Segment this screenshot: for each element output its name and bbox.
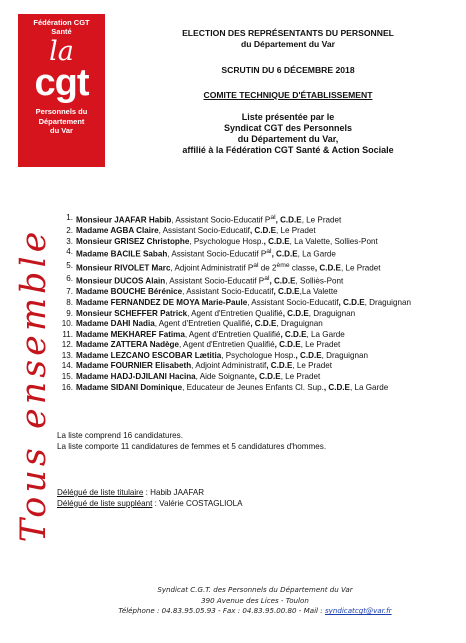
candidate-role: , Psychologue Hosp. <box>221 350 296 360</box>
candidate-service: , C.D.E <box>273 287 300 297</box>
delegate-titulaire: Délégué de liste titulaire : Habib JAAFAR <box>57 488 205 497</box>
candidate-item <box>50 247 450 260</box>
candidate-location: , Draguignan <box>364 297 411 307</box>
candidate-location: ,La Valette <box>299 287 338 297</box>
candidate-name: Monsieur RIVOLET Marc <box>76 263 171 273</box>
candidate-location: , Le Pradet <box>301 215 342 225</box>
scrutin-date: SCRUTIN DU 6 DÉCEMBRE 2018 <box>221 65 355 75</box>
footer: Syndicat C.G.T. des Personnels du Département du Var 390 Avenue des Lices - Toulon Téléphone : 04.83.95.05.93 - Fax : 04.83.95.00.80 - Mail : syndicatcgt@var.fr <box>118 585 392 615</box>
role-detail: de 2 <box>258 263 277 273</box>
candidate-location: , Le Pradet <box>280 372 321 382</box>
candidate-name: Monsieur GRISEZ Christophe <box>76 236 190 246</box>
candidate-item <box>50 298 450 309</box>
candidate-location: , Le Pradet <box>276 226 316 236</box>
candidate-service: , C.D.E <box>274 340 301 350</box>
candidate-number: 2. <box>66 226 73 236</box>
candidate-name: Madame FERNANDEZ DE MOYA Marie-Paule <box>76 297 248 307</box>
candidate-name: Madame DAHI Nadia <box>76 319 155 329</box>
candidate-name: Monsieur JAAFAR Habib <box>76 215 172 225</box>
candidate-service: , C.D.E <box>323 382 350 392</box>
candidate-service: , C.D.E <box>314 263 341 273</box>
candidate-name: Madame MEKHAREF Fatima <box>76 329 185 339</box>
candidate-location: , Draguignan <box>308 308 356 318</box>
candidate-location: , La Garde <box>349 382 389 392</box>
candidate-name: Monsieur SCHEFFER Patrick <box>76 308 188 318</box>
candidate-number: 15. <box>61 372 73 382</box>
candidate-role: , Assistant Socio-Educatif <box>158 226 250 236</box>
candidate-name: Monsieur DUCOS Alain <box>76 276 166 286</box>
candidate-item <box>50 226 450 237</box>
cgt-logo <box>18 14 105 167</box>
candidate-item <box>50 213 450 226</box>
candidate-location: , Draguignan <box>276 319 323 329</box>
candidate-service: , C.D.E <box>282 308 309 318</box>
candidate-item <box>50 287 450 298</box>
candidate-name: Madame BOUCHE Bérénice <box>76 287 183 297</box>
candidate-location: , La Garde <box>297 250 336 260</box>
comite-heading: COMITE TECHNIQUE D'ÉTABLISSEMENT <box>203 90 373 100</box>
delegates <box>57 488 437 509</box>
candidate-name: Madame BACILE Sabah <box>76 250 168 260</box>
election-title: ELECTION DES REPRÉSENTANTS DU PERSONNEL du Département du Var <box>182 28 394 49</box>
role-grade: al <box>266 248 272 256</box>
candidate-service: , C.D.E <box>271 250 298 260</box>
candidate-item <box>50 274 450 287</box>
candidate-role: , Assistant Socio-Educatif P <box>167 250 267 260</box>
candidate-item <box>50 319 450 330</box>
candidate-item <box>50 383 450 394</box>
candidate-location: , La Valette, Sollies-Pont <box>289 236 378 246</box>
candidate-service: , C.D.E <box>266 361 293 371</box>
candidate-number: 14. <box>61 361 73 371</box>
candidate-role: , Assistant Socio-Educatif <box>182 287 274 297</box>
candidate-name: Madame ZATTERA Nadège <box>76 340 179 350</box>
candidate-number: 7. <box>66 287 73 297</box>
candidate-location: , Le Pradet <box>300 340 341 350</box>
candidate-number: 12. <box>61 340 73 350</box>
candidate-name: Madame FOURNIER Elisabeth <box>76 361 192 371</box>
candidate-location: , Le Pradet <box>340 263 381 273</box>
candidate-role: , Assistant Socio-Educatif P <box>171 215 271 225</box>
candidate-role: , Agent d'Entretien Qualifié <box>184 329 281 339</box>
candidate-role: , Assistant Socio-Educatif <box>247 297 339 307</box>
candidate-number: 1. <box>66 213 73 222</box>
logo-bottom-text: Personnels du Département du Var <box>35 107 88 135</box>
candidate-number: 10. <box>61 319 73 329</box>
candidate-role: , Aide Soignante <box>195 372 255 382</box>
candidate-service: , C.D.E <box>269 276 296 286</box>
candidate-number: 9. <box>66 308 73 318</box>
candidate-item <box>50 309 450 320</box>
candidate-item <box>50 351 450 362</box>
candidate-item <box>50 237 450 248</box>
role-grade: al <box>253 261 259 269</box>
email-link[interactable]: syndicatcgt@var.fr <box>324 606 392 615</box>
candidate-number: 3. <box>66 236 73 246</box>
candidate-service: , C.D.E <box>280 329 307 339</box>
logo-cgt: cgt <box>34 62 89 104</box>
candidate-number: 4. <box>66 247 73 257</box>
candidate-service: , C.D.E <box>263 236 290 246</box>
candidate-service: , C.D.E <box>275 215 302 225</box>
slogan-text: Tous ensemble <box>14 227 54 543</box>
candidate-role: , Assistant Socio-Educatif P <box>165 276 265 286</box>
candidate-name: Madame AGBA Claire <box>76 226 159 236</box>
candidate-service: , C.D.E <box>249 226 277 236</box>
candidate-role: , Adjoint Administratif P <box>170 263 254 273</box>
role-grade: ème <box>276 261 290 269</box>
list-summary: La liste comprend 16 candidatures. La liste comporte 11 candidatures de femmes et 5 candidatures d'hommes. <box>57 431 327 451</box>
candidate-role: , Adjoint Administratif <box>191 361 267 371</box>
candidate-name: Madame LEZCANO ESCOBAR Lætitia <box>76 350 222 360</box>
candidate-number: 13. <box>61 350 73 360</box>
logo-top-text: Fédération CGT Santé <box>33 18 90 36</box>
candidate-location: , La Garde <box>306 329 345 339</box>
delegate-suppleant: Délégué de liste suppléant : Valérie COSTAGLIOLA <box>57 498 243 508</box>
role-detail: classe <box>289 263 315 273</box>
candidate-item <box>50 340 450 351</box>
candidate-number: 8. <box>66 297 73 307</box>
candidate-role: , Agent d'Entretien Qualifié <box>179 340 275 350</box>
logo-la: la <box>49 36 74 67</box>
candidate-item <box>50 330 450 341</box>
candidate-service: , C.D.E <box>250 319 277 329</box>
candidate-name: Madame HADJ-DJILANI Hacina <box>76 372 196 382</box>
candidate-item <box>50 361 450 372</box>
role-grade: al <box>264 275 270 283</box>
list-intro: Liste présentée par le Syndicat CGT des Personnels du Département du Var, affilié à la Fédération CGT Santé & Action Sociale <box>182 112 394 155</box>
role-grade: al <box>270 214 276 221</box>
candidate-location: , Draguignan <box>321 350 368 360</box>
candidate-service: , C.D.E <box>254 372 281 382</box>
candidate-list <box>50 213 450 393</box>
candidate-location: , Solliès-Pont <box>295 276 344 286</box>
candidate-name: Madame SIDANI Dominique <box>76 382 183 392</box>
candidate-number: 5. <box>66 260 73 270</box>
candidate-role: , Psychologue Hosp. <box>189 236 264 246</box>
candidate-role: , Educateur de Jeunes Enfants Cl. Sup. <box>182 382 324 392</box>
candidate-number: 16. <box>61 382 73 392</box>
candidate-item <box>50 261 450 274</box>
candidate-service: , C.D.E <box>295 350 322 360</box>
candidate-item <box>50 372 450 383</box>
candidate-location: , Le Pradet <box>292 361 332 371</box>
candidate-number: 11. <box>62 329 73 339</box>
candidate-service: , C.D.E <box>338 297 365 307</box>
candidate-role: , Agent d'Entretien Qualifié <box>154 319 251 329</box>
candidate-role: , Agent d'Entretien Qualifié <box>187 308 283 318</box>
candidate-number: 6. <box>66 274 73 284</box>
